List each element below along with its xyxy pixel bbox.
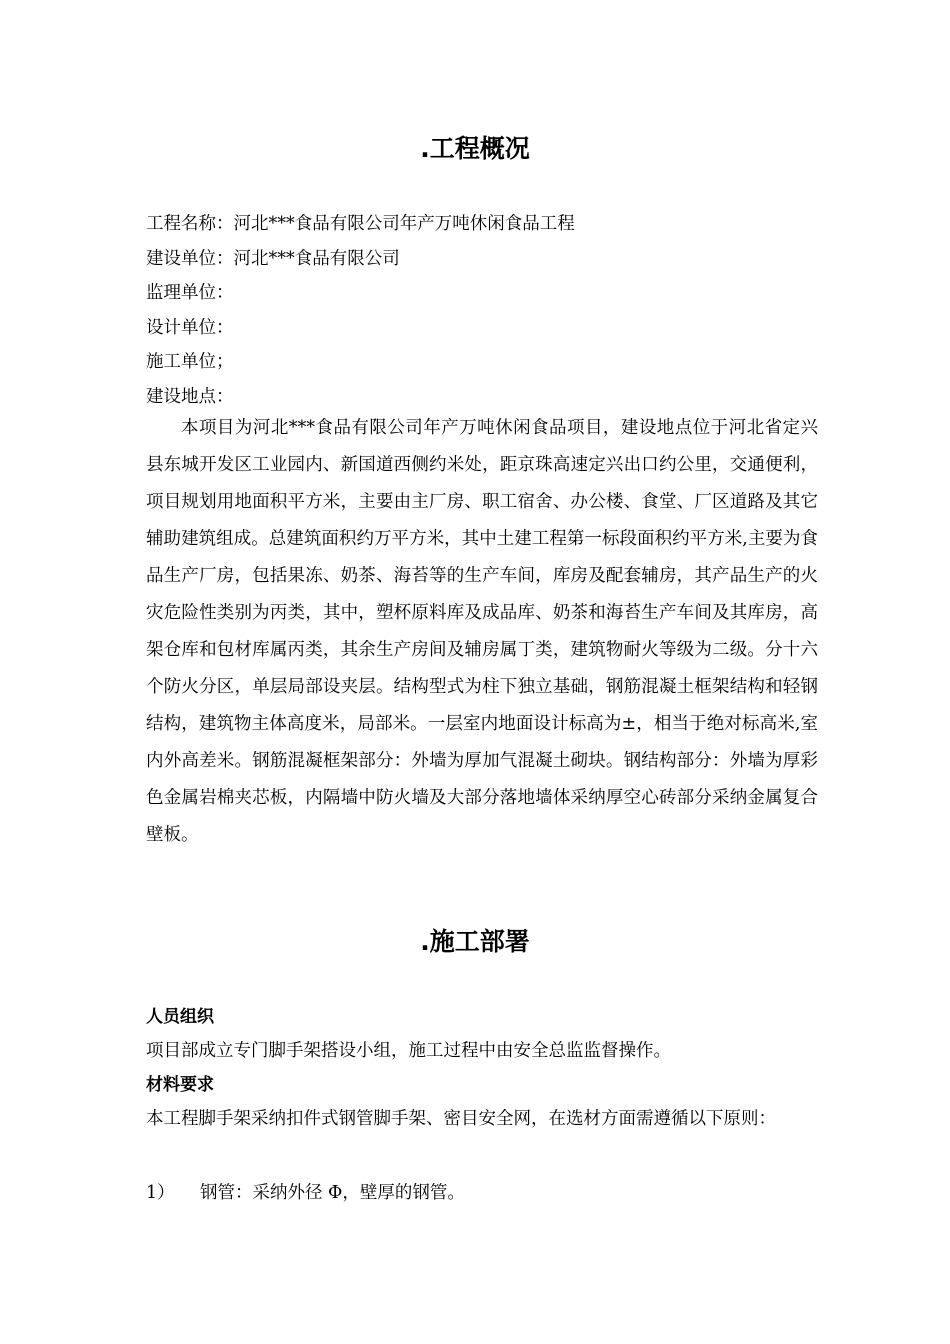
list-item-number: 1） (146, 1183, 175, 1203)
section-heading-deployment: .施工部署 (420, 927, 530, 956)
info-supervision-unit: 监理单位： (146, 283, 234, 304)
info-builder-unit: 施工单位； (146, 352, 234, 373)
project-info-list (146, 207, 826, 415)
list-item-text: 钢管：采纳外径 Φ，壁厚的钢管。 (200, 1183, 465, 1203)
personnel-text: 项目部成立专门脚手架搭设小组，施工过程中由安全总监监督操作。 (146, 1041, 671, 1061)
info-design-unit: 设计单位： (146, 317, 234, 338)
subheading-personnel: 人员组织 (146, 1007, 214, 1027)
section-heading-overview: .工程概况 (420, 134, 530, 163)
subheading-materials: 材料要求 (146, 1075, 214, 1095)
info-construction-unit: 建设单位：河北***食品有限公司 (146, 248, 400, 269)
project-description-paragraph: 本项目为河北***食品有限公司年产万吨休闲食品项目，建设地点位于河北省定兴县东城开发区工业园内、新国道西侧约米处，距京珠高速定兴出口约公里，交通便利，项目规划用地面积平方米，主要由主厂房、职工宿舍、办公楼、食堂、厂区道路及其它辅助建筑组成。总建筑面积约万平方米，其中土建工程第一标段面积约平方米,主要为食品生产厂房，包括果冻、奶茶、海苔等的生产车间，库房及配套辅房，其产品生产的火灾危险性类别为丙类，其中，塑杯原料库及成品库、奶茶和海苔生产车间及其库房，高架仓库和包材库属丙类，其余生产房间及辅房属丁类，建筑物耐火等级为二级。分十六个防火分区，单层局部设夹层。结构型式为柱下独立基础，钢筋混凝土框架结构和轻钢结构，建筑物主体高度米，局部米。一层室内地面设计标高为±，相当于绝对标高米,室内外高差米。钢筋混凝框架部分：外墙为厚加气混凝土砌块。钢结构部分：外墙为厚彩色金属岩棉夹芯板，内隔墙中防火墙及大部分落地墙体采纳厚空心砖部分采纳金属复合壁板。 (146, 418, 818, 845)
materials-text: 本工程脚手架采纳扣件式钢管脚手架、密目安全网，在选材方面需遵循以下原则： (146, 1109, 776, 1129)
info-site-location: 建设地点： (146, 386, 234, 407)
info-project-name: 工程名称：河北***食品有限公司年产万吨休闲食品工程 (146, 214, 575, 234)
list-item (146, 1176, 818, 1211)
